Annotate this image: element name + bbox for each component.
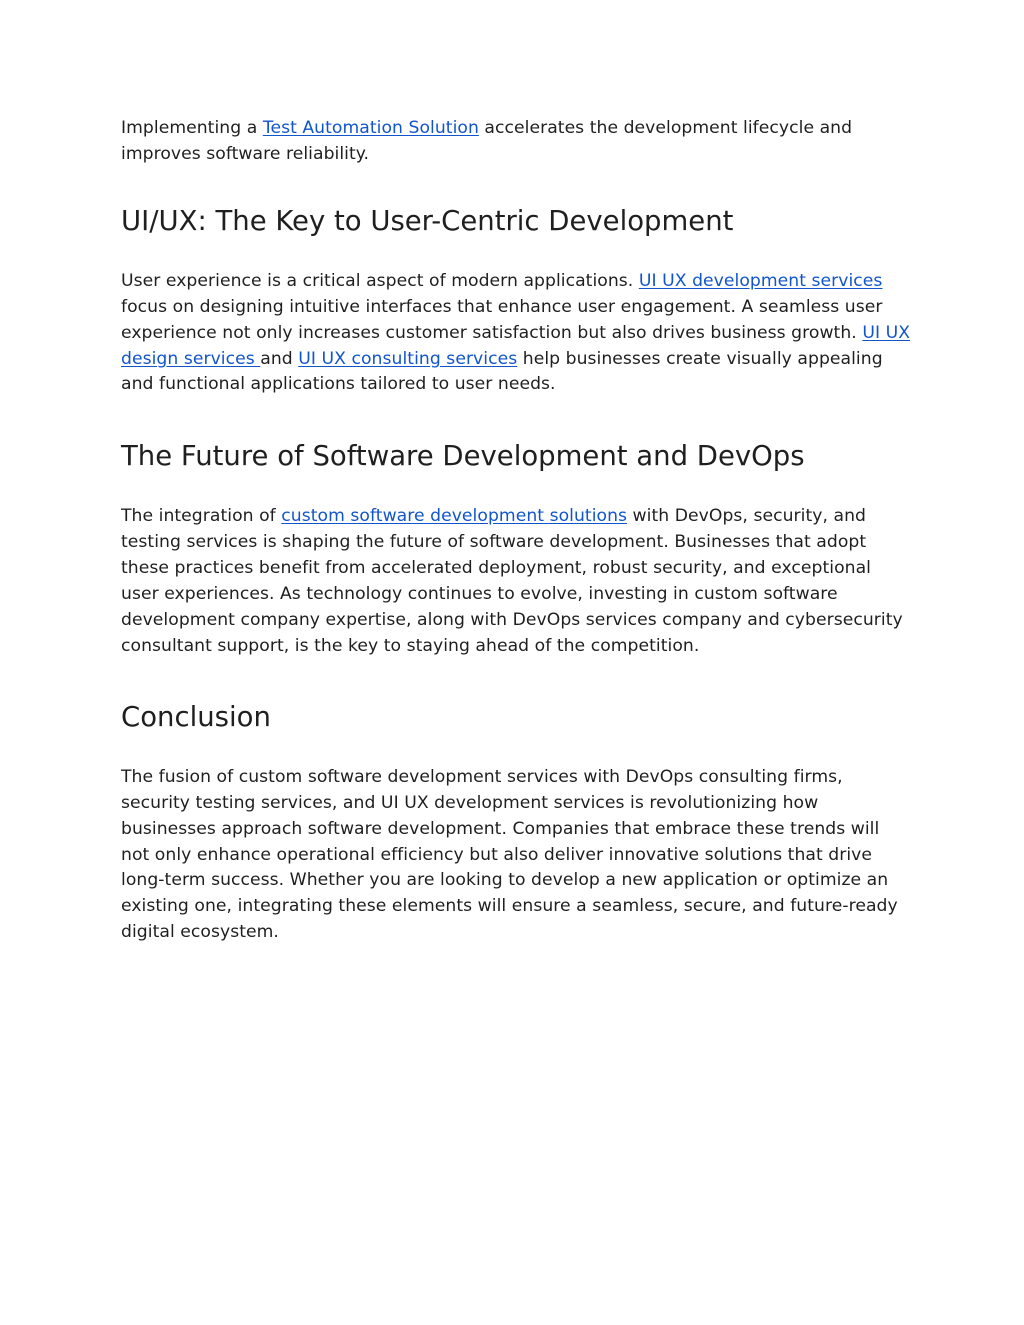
conclusion-paragraph: The fusion of custom software development services with DevOps consulting firms, security testing services, and UI UX development services is revolutionizing how businesses approach software development. Companies that embrace these trends will not only enhance operational efficiency but also deliver innovative solutions that drive long-term success. Whether you are looking to develop a new application or optimize an existing one, integrating these elements will ensure a seamless, secure, and future-ready digital ecosystem. — [121, 766, 898, 943]
uiux-heading: UI/UX: The Key to User-Centric Development — [121, 204, 734, 237]
custom-software-development-solutions-link[interactable]: custom software development solutions — [281, 506, 628, 527]
future-heading: The Future of Software Development and DevOps — [121, 440, 805, 473]
uiux-text-1: User experience is a critical aspect of modern applications. — [121, 270, 639, 291]
test-automation-solution-link[interactable]: Test Automation Solution — [262, 118, 479, 138]
ui-ux-consulting-services-link[interactable]: UI UX consulting services — [298, 348, 518, 369]
uiux-text-3: and — [260, 348, 299, 369]
uiux-text-2: focus on designing intuitive interfaces that enhance user engagement. A seamless user experience not only increases customer satisfaction but also drives business growth. — [121, 296, 883, 343]
intro-text-after: accelerates the development lifecycle and improves software reliability. — [121, 118, 853, 164]
conclusion-heading: Conclusion — [121, 700, 271, 733]
uiux-paragraph — [121, 269, 911, 399]
uiux-text-4: help businesses create visually appealing and functional applications tailored to user needs. — [121, 348, 883, 395]
intro-text-before: Implementing a — [121, 118, 263, 138]
future-text-2: with DevOps, security, and testing services is shaping the future of software development. Businesses that adopt these practices benefit from accelerated deployment, robust security, and exceptional user experiences. As technology continues to evolve, investing in custom software development company expertise, along with DevOps services company and cybersecurity consultant support, is the key to staying ahead of the competition. — [121, 506, 903, 656]
intro-paragraph — [121, 116, 911, 168]
future-paragraph — [121, 504, 911, 659]
ui-ux-development-services-link[interactable]: UI UX development services — [638, 270, 883, 291]
future-text-1: The integration of — [121, 506, 282, 527]
ui-ux-design-services-link[interactable]: UI UX design services — [121, 322, 911, 369]
document-page — [121, 116, 911, 946]
